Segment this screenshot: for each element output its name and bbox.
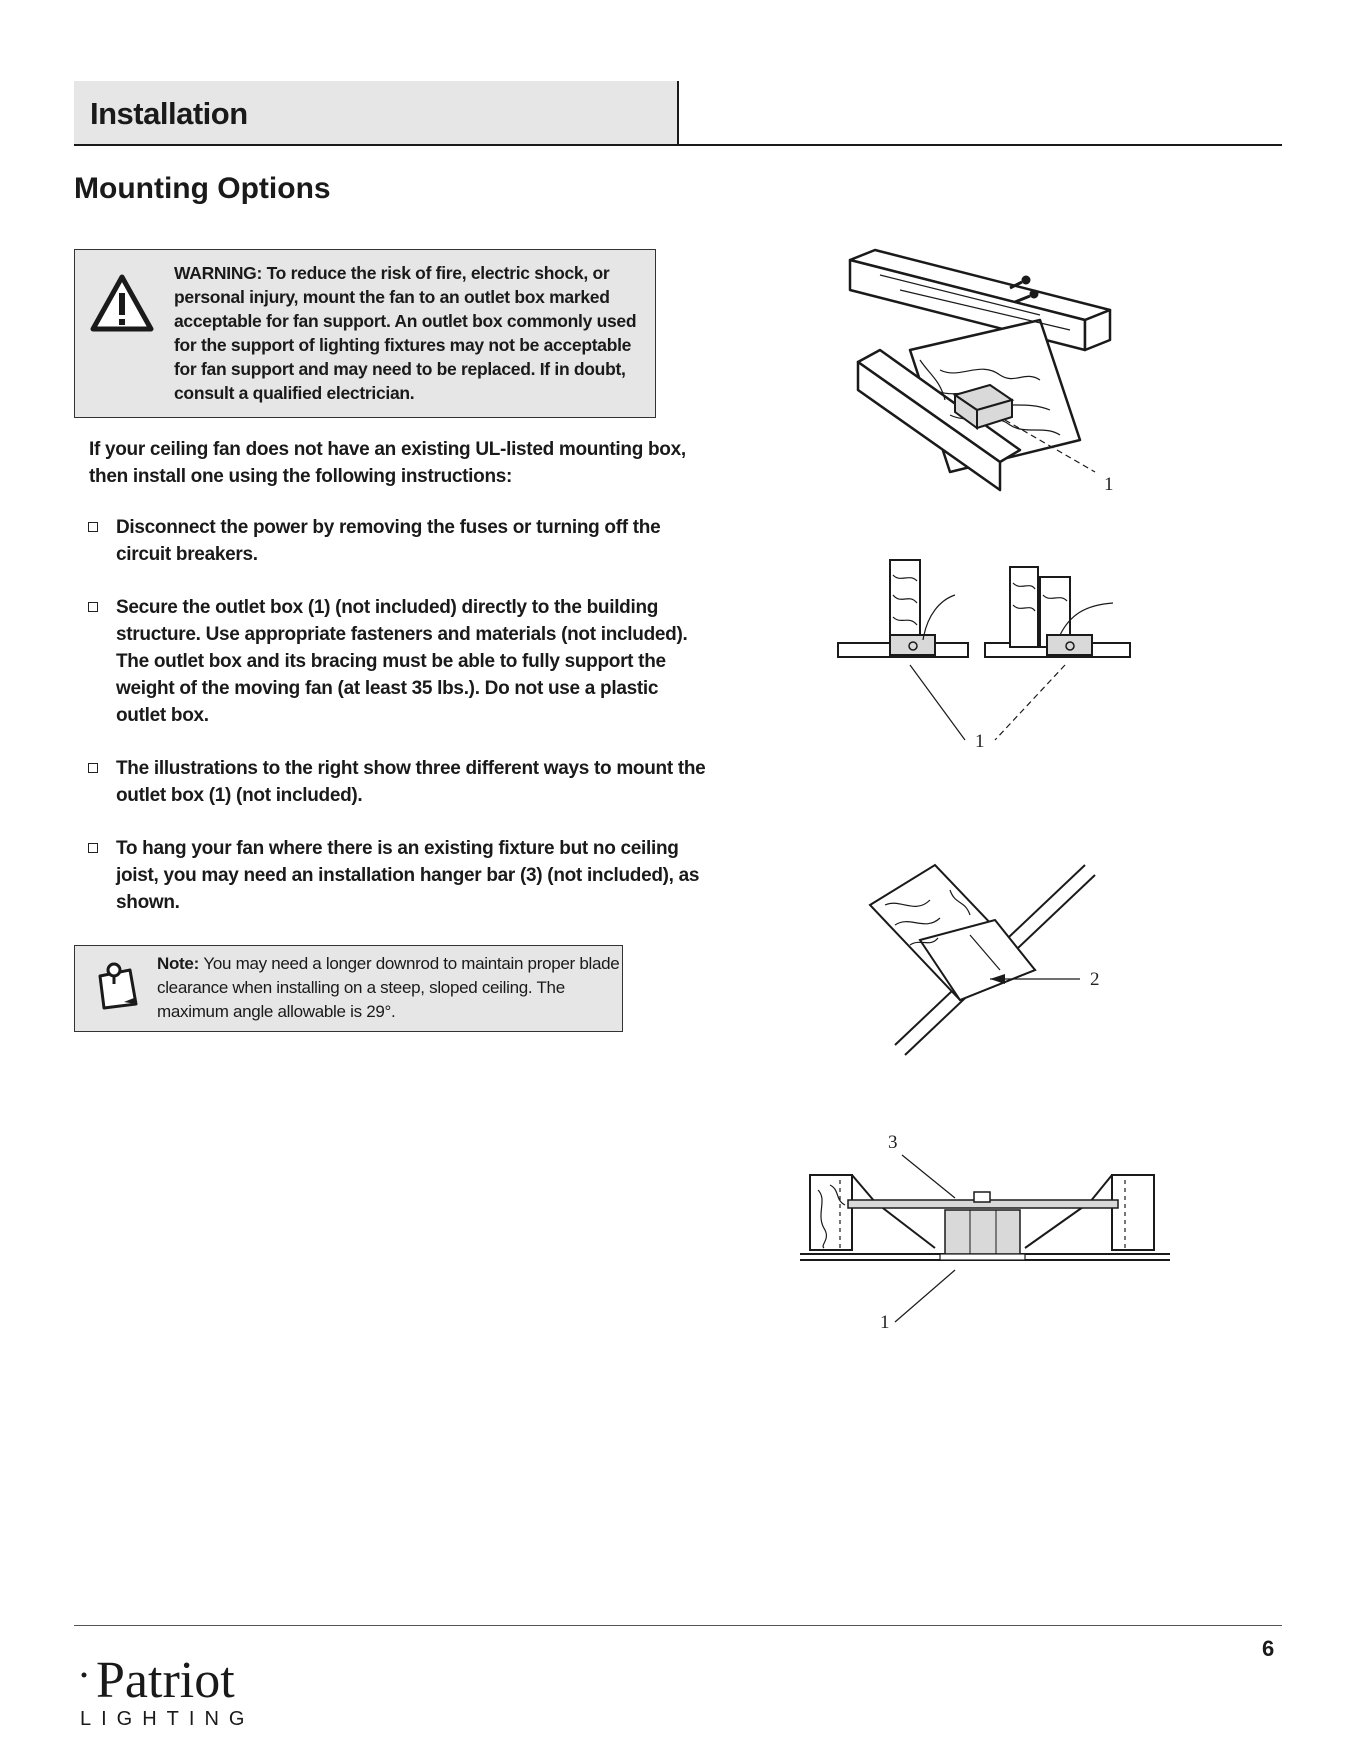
intro-paragraph: If your ceiling fan does not have an existing UL-listed mounting box, then install one using the following instructions: [89, 439, 686, 487]
note-lead: Note: [157, 954, 199, 973]
step-text: Secure the outlet box (1) (not included) directly to the building structure. Use appropriate fasteners and materials (not included). The outlet box and its bracing must be able to fully support the weight of the moving fan (at least 35 lbs.). Do not use a plastic outlet box. [116, 597, 688, 726]
footer-rule [74, 1625, 1282, 1626]
warning-text [174, 261, 649, 405]
figure-joist-mount [840, 240, 1170, 500]
figure-hanger-bar [800, 1130, 1180, 1340]
header-title: Installation [90, 96, 248, 131]
patriot-lighting-logo [78, 1651, 278, 1729]
warning-triangle-icon [90, 273, 154, 333]
list-item [86, 594, 706, 729]
list-item [86, 835, 706, 916]
step-text: The illustrations to the right show three different ways to mount the outlet box (1) (not included). [116, 758, 706, 806]
logo-brand-sub: LIGHTING [80, 1708, 255, 1729]
page-number: 6 [1262, 1636, 1275, 1661]
figure-2-label: 1 [975, 731, 985, 752]
header-divider [677, 81, 679, 145]
figure-side-views [835, 555, 1135, 755]
list-item [86, 514, 706, 568]
figure-4-label-1: 1 [880, 1312, 890, 1333]
section-title: Mounting Options [74, 172, 331, 205]
list-item [86, 755, 706, 809]
figure-3-label: 2 [1090, 969, 1100, 990]
note-body: You may need a longer downrod to maintain proper blade clearance when installing on a steep, sloped ceiling. The maximum angle allowable is 29°. [157, 954, 620, 1021]
header-rule [74, 144, 1282, 146]
logo-brand-name: Patriot [96, 1652, 235, 1709]
step-text: To hang your fan where there is an existing fixture but no ceiling joist, you may need an installation hanger bar (3) (not included), as shown. [116, 838, 700, 913]
checkbox-icon [88, 602, 98, 612]
figure-1-label: 1 [1104, 474, 1114, 495]
warning-body: To reduce the risk of fire, electric shock, or personal injury, mount the fan to an outlet box marked acceptable for fan support. An outlet box commonly used for the support of lighting fixtures may not be acceptable for fan support and may need to be replaced. If in doubt, consult a qualified electrician. [174, 263, 637, 403]
step-text: Disconnect the power by removing the fuses or turning off the circuit breakers. [116, 517, 661, 565]
checkbox-icon [88, 522, 98, 532]
checkbox-icon [88, 843, 98, 853]
note-text [157, 952, 622, 1024]
figure-sloped-mount [860, 860, 1110, 1060]
figure-4-label-3: 3 [888, 1132, 898, 1153]
checkbox-icon [88, 763, 98, 773]
warning-lead: WARNING: [174, 263, 263, 283]
note-pushpin-icon [94, 958, 142, 1010]
step-list [86, 514, 706, 942]
